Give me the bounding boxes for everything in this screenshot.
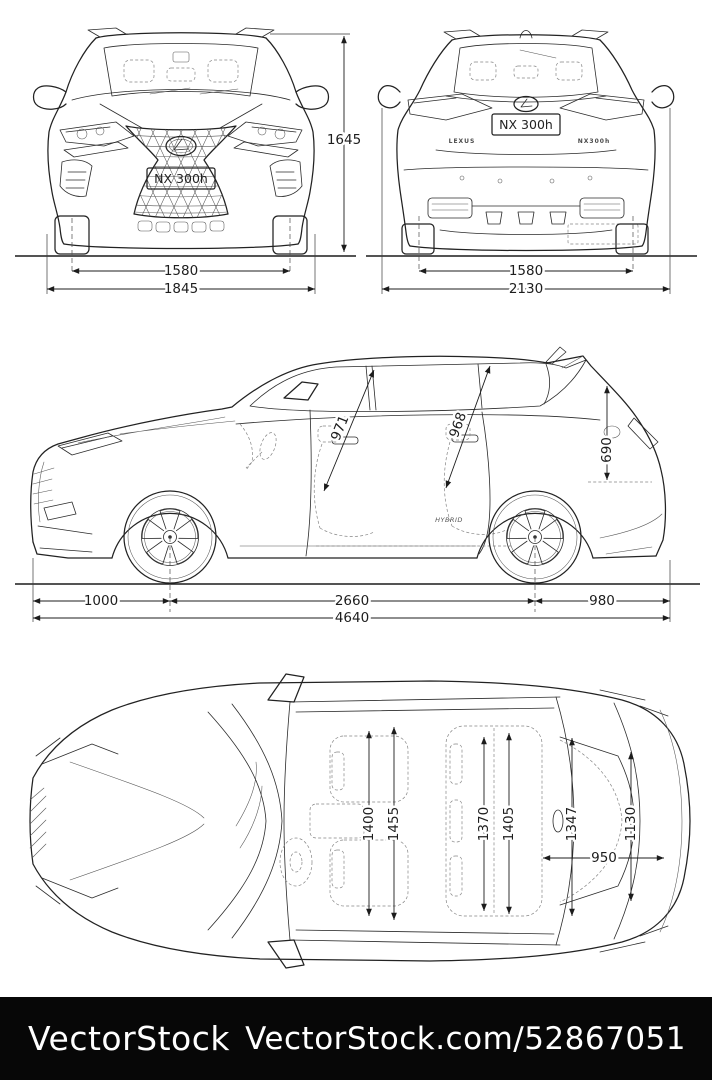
dim-label-front-height: 1645 <box>326 132 362 149</box>
dim-label-front-headroom: 971 <box>327 413 353 444</box>
dim-label-rear-headroom: 968 <box>446 410 471 440</box>
front-plate-text: NX 300h <box>154 171 208 186</box>
vectorstock-url: VectorStock.com/52867051 <box>245 1020 686 1057</box>
front-view <box>15 28 361 297</box>
dim-label-tailgate-height: 690 <box>599 437 616 463</box>
rear-plate-text: NX 300h <box>499 117 553 132</box>
dim-label-tailgate-width: 1347 <box>564 806 581 842</box>
dim-label-opening-width: 1130 <box>623 806 640 842</box>
hitch-box <box>568 224 638 244</box>
lower-intake <box>138 221 224 232</box>
lexus-emblem-rear <box>514 97 538 112</box>
rear-badge-model: NX300h <box>577 138 611 145</box>
dim-label-rear-overhang: 980 <box>589 593 615 610</box>
side-mirror <box>284 382 318 400</box>
right-mirror <box>296 86 329 109</box>
rear-right-mirror <box>652 86 674 108</box>
dim-label-rear-shoulder: 1370 <box>476 806 493 842</box>
rear-left-mirror <box>378 86 400 108</box>
rear-badge-lexus: LEXUS <box>448 138 476 145</box>
headlights <box>60 122 302 157</box>
dim-label-front-body-width: 1455 <box>386 806 403 842</box>
dim-label-overall-length: 4640 <box>334 610 370 627</box>
dim-label-rear-body-width: 1405 <box>501 806 518 842</box>
dim-label-wheelbase: 2660 <box>334 593 370 610</box>
dim-label-front-shoulder: 1400 <box>361 806 378 842</box>
vectorstock-logo: VectorStock <box>28 1019 230 1058</box>
side-view <box>15 347 700 626</box>
dim-label-front-width: 1845 <box>163 281 199 298</box>
hybrid-badge: HYBRID <box>435 516 463 524</box>
dim-label-front-track: 1580 <box>163 263 199 280</box>
side-taillight <box>628 418 658 449</box>
rearview-mirror <box>173 52 189 62</box>
top-mirror-left <box>268 674 304 702</box>
interior-outline <box>240 424 652 546</box>
top-mirror-right <box>268 940 304 968</box>
rear-view <box>366 30 697 297</box>
dim-label-front-overhang: 1000 <box>83 593 119 610</box>
fuel-door <box>604 426 620 438</box>
dim-label-cargo-length: 950 <box>591 850 617 867</box>
watermark-bar <box>0 997 712 1080</box>
grille-hatch <box>30 788 46 858</box>
top-view <box>30 674 690 968</box>
antenna-top <box>553 810 563 832</box>
rear-right-tire <box>616 224 648 254</box>
rear-diffuser <box>428 198 624 235</box>
dim-label-rear-track: 1580 <box>508 263 544 280</box>
left-mirror <box>34 86 67 109</box>
dim-label-rear-width: 2130 <box>508 281 544 298</box>
